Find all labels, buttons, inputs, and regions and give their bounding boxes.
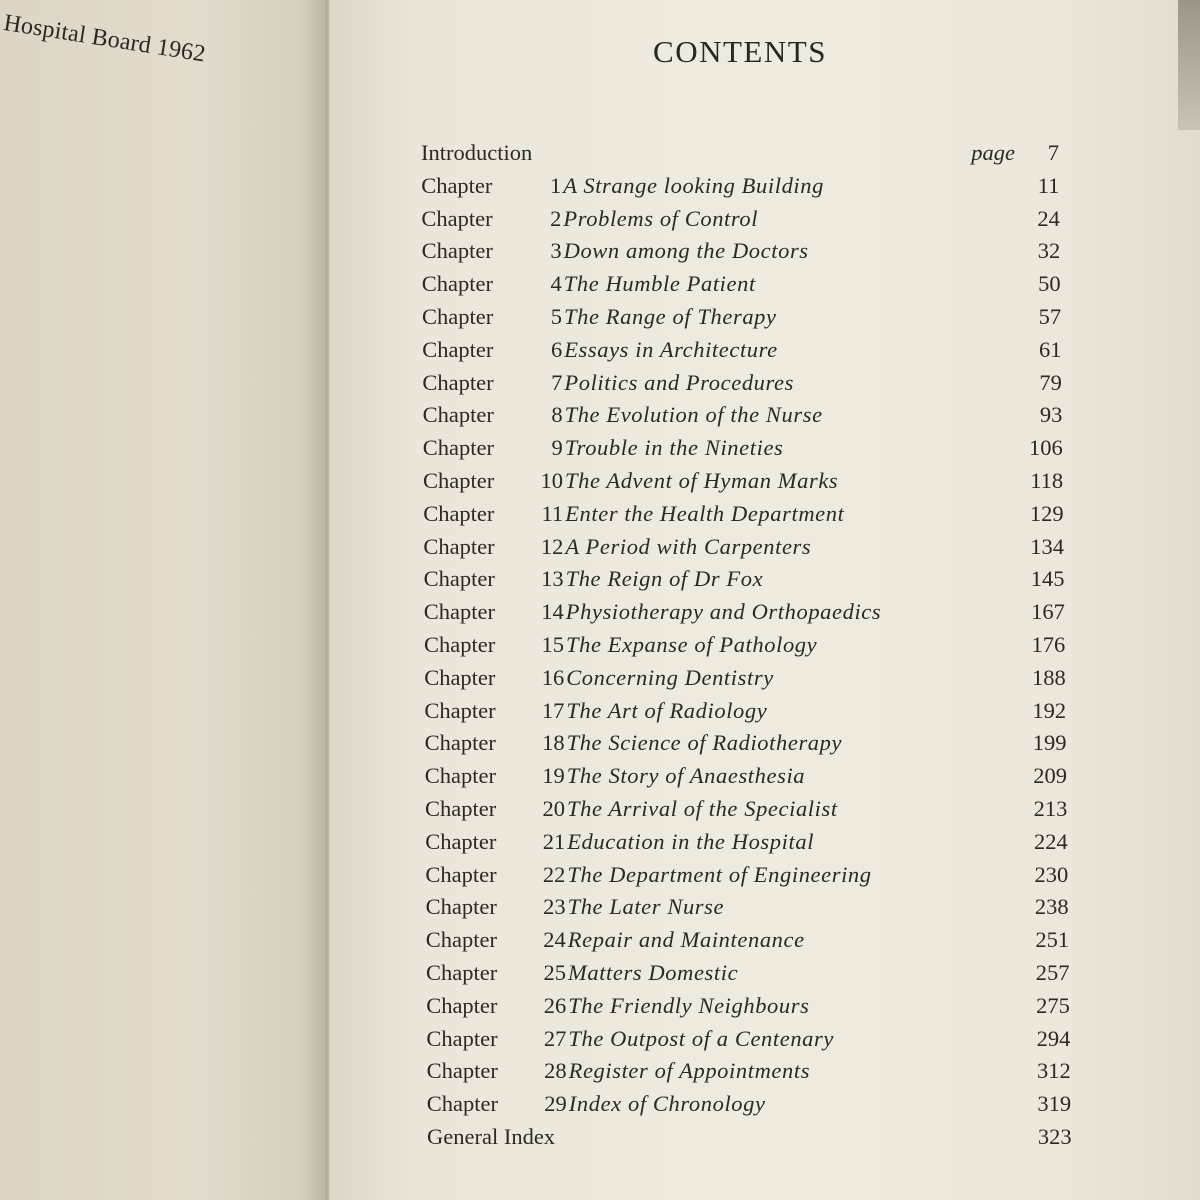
toc-page-number: 118 <box>1030 468 1064 493</box>
chapter-title: Index of Chronology <box>568 1091 766 1117</box>
toc-row-introduction <box>421 140 1059 173</box>
chapter-number: 5 <box>550 304 562 329</box>
toc-row-chapter <box>422 337 1061 370</box>
toc-page-number: 61 <box>1039 336 1062 362</box>
chapter-word: Chapter <box>423 500 495 526</box>
chapter-number: 3 <box>550 238 562 264</box>
toc-row-chapter <box>426 1026 1070 1059</box>
chapter-number: 1 <box>549 172 562 198</box>
contents-heading: CONTENTS <box>653 34 827 69</box>
chapter-number: 13 <box>541 566 564 592</box>
chapter-title: The Range of Therapy <box>564 304 777 329</box>
chapter-number: 11 <box>541 500 564 526</box>
chapter-word: Chapter <box>425 861 497 887</box>
chapter-title: Trouble in the Nineties <box>564 435 784 461</box>
chapter-number: 10 <box>540 468 563 493</box>
chapter-number: 16 <box>541 664 565 690</box>
left-page-caption: Hospital Board 1962 <box>1 10 208 68</box>
chapter-number: 22 <box>542 861 566 887</box>
chapter-number: 15 <box>541 632 564 657</box>
toc-page-number: 32 <box>1037 238 1061 264</box>
chapter-word: Chapter <box>425 796 497 821</box>
toc-row-chapter <box>423 468 1063 501</box>
toc-page-number: 323 <box>1037 1124 1072 1149</box>
chapter-title: Register of Appointments <box>568 1058 811 1084</box>
chapter-number: 26 <box>543 992 567 1018</box>
toc-page-number: 319 <box>1037 1091 1072 1117</box>
toc-page-number: 93 <box>1039 402 1063 428</box>
toc-page-number: 50 <box>1038 271 1061 297</box>
chapter-word: Chapter <box>426 1025 498 1051</box>
chapter-word: Chapter <box>421 205 493 231</box>
chapter-title: The Arrival of the Specialist <box>567 796 838 821</box>
chapter-word: Chapter <box>426 960 498 985</box>
toc-page-number: 188 <box>1031 664 1066 690</box>
toc-row-chapter <box>427 1058 1071 1091</box>
toc-label: Introduction <box>421 140 533 165</box>
chapter-word: Chapter <box>424 632 496 657</box>
chapter-title: Enter the Health Department <box>565 500 845 526</box>
toc-page-number: 167 <box>1031 599 1065 625</box>
toc-page-number: 176 <box>1031 632 1066 657</box>
chapter-number: 29 <box>544 1091 567 1117</box>
chapter-title: Problems of Control <box>563 205 759 231</box>
chapter-number: 23 <box>543 894 566 920</box>
chapter-title: The Friendly Neighbours <box>568 992 810 1018</box>
toc-row-chapter <box>424 632 1065 665</box>
chapter-title: The Expanse of Pathology <box>566 632 818 657</box>
chapter-number: 19 <box>542 763 565 789</box>
toc-page-number: 251 <box>1035 927 1070 953</box>
chapter-number: 6 <box>550 336 563 362</box>
chapter-number: 8 <box>551 402 563 428</box>
chapter-word: Chapter <box>423 566 495 592</box>
toc-row-chapter <box>423 402 1063 435</box>
toc-page-number: 199 <box>1032 730 1067 756</box>
toc-row-chapter <box>425 796 1067 829</box>
toc-page-number: 312 <box>1037 1058 1071 1084</box>
chapter-title: The Later Nurse <box>567 894 725 920</box>
toc-page-number: 224 <box>1034 828 1068 854</box>
toc-row-chapter <box>426 993 1070 1026</box>
chapter-title: The Department of Engineering <box>567 861 872 887</box>
chapter-word: Chapter <box>424 730 496 756</box>
toc-row-chapter <box>424 599 1065 632</box>
chapter-title: Physiotherapy and Orthopaedics <box>565 599 882 625</box>
chapter-word: Chapter <box>423 599 496 625</box>
chapter-title: The Outpost of a Centenary <box>568 1025 834 1051</box>
chapter-word: Chapter <box>424 664 496 690</box>
chapter-title: The Evolution of the Nurse <box>564 402 823 428</box>
toc-page-number: 11 <box>1037 172 1060 198</box>
toc-page-number: 79 <box>1039 369 1062 395</box>
toc-page-number: 238 <box>1034 894 1069 920</box>
toc-row-chapter <box>425 763 1067 796</box>
chapter-word: Chapter <box>423 533 495 559</box>
toc-row-chapter <box>421 206 1059 239</box>
toc-row-chapter <box>422 370 1062 403</box>
chapter-number: 24 <box>543 927 566 953</box>
chapter-number: 17 <box>541 697 565 723</box>
chapter-number: 21 <box>542 828 566 854</box>
toc-row-chapter <box>425 862 1068 895</box>
chapter-word: Chapter <box>424 763 497 789</box>
toc-row-chapter <box>426 960 1070 993</box>
chapter-title: The Science of Radiotherapy <box>566 730 843 756</box>
chapter-title: Concerning Dentistry <box>566 664 774 690</box>
toc-page-number: 57 <box>1038 304 1062 329</box>
chapter-title: The Reign of Dr Fox <box>565 566 764 592</box>
page-word: page <box>971 140 1015 165</box>
chapter-word: Chapter <box>421 271 494 297</box>
chapter-title: Repair and Maintenance <box>567 927 805 953</box>
chapter-number: 27 <box>543 1025 567 1051</box>
toc-row-chapter <box>423 501 1063 534</box>
toc-page-number: 294 <box>1036 1025 1071 1051</box>
chapter-number: 25 <box>543 960 566 985</box>
toc-row-chapter <box>422 304 1061 337</box>
chapter-title: Politics and Procedures <box>564 369 794 395</box>
chapter-word: Chapter <box>425 828 497 854</box>
toc-page-number: 230 <box>1034 861 1069 887</box>
toc-page-number: 106 <box>1029 435 1063 461</box>
chapter-number: 14 <box>541 599 564 625</box>
toc-page-number: 145 <box>1030 566 1065 592</box>
toc-row-chapter <box>425 829 1068 862</box>
chapter-number: 28 <box>544 1058 567 1084</box>
toc-page-number: 7 <box>1047 140 1059 165</box>
chapter-title: Essays in Architecture <box>564 336 778 362</box>
toc-row-chapter <box>423 435 1063 468</box>
chapter-word: Chapter <box>424 697 496 723</box>
chapter-title: The Advent of Hyman Marks <box>565 468 839 493</box>
chapter-word: Chapter <box>422 336 494 362</box>
chapter-word: Chapter <box>425 927 498 953</box>
chapter-title: Matters Domestic <box>568 960 739 985</box>
chapter-word: Chapter <box>421 238 493 264</box>
chapter-word: Chapter <box>426 992 498 1018</box>
chapter-number: 4 <box>550 271 562 297</box>
chapter-title: Down among the Doctors <box>563 238 809 264</box>
toc-row-chapter <box>426 894 1069 927</box>
chapter-word: Chapter <box>422 402 494 428</box>
chapter-word: Chapter <box>426 1091 499 1117</box>
chapter-word: Chapter <box>425 894 497 920</box>
toc-page-number: 257 <box>1035 960 1070 985</box>
toc-row-general-index <box>427 1124 1072 1157</box>
toc-page-number: 213 <box>1033 796 1068 821</box>
chapter-title: The Humble Patient <box>563 271 756 297</box>
chapter-word: Chapter <box>423 468 495 493</box>
toc-row-chapter <box>422 238 1061 271</box>
toc-row-chapter <box>422 271 1061 304</box>
chapter-word: Chapter <box>422 369 494 395</box>
chapter-title: Education in the Hospital <box>567 828 815 854</box>
toc-row-chapter <box>426 927 1069 960</box>
chapter-title: A Period with Carpenters <box>565 533 812 559</box>
toc-row-chapter <box>424 698 1066 731</box>
toc-row-chapter <box>421 173 1059 206</box>
toc-page-number: 134 <box>1030 533 1065 559</box>
chapter-word: Chapter <box>422 435 495 461</box>
toc-row-chapter <box>424 566 1065 599</box>
chapter-word: Chapter <box>421 172 493 198</box>
chapter-number: 7 <box>551 369 563 395</box>
toc-page-number: 192 <box>1032 697 1067 723</box>
chapter-title: A Strange looking Building <box>563 172 824 198</box>
chapter-number: 12 <box>540 533 564 559</box>
toc-row-chapter <box>425 730 1067 763</box>
chapter-title: The Art of Radiology <box>566 697 768 723</box>
toc-page-number: 275 <box>1036 992 1070 1018</box>
toc-label: General Index <box>427 1124 556 1149</box>
chapter-word: Chapter <box>422 304 494 329</box>
toc-page-number: 24 <box>1037 205 1060 231</box>
chapter-word: Chapter <box>426 1058 498 1084</box>
toc-row-chapter <box>423 534 1064 567</box>
chapter-number: 9 <box>551 435 563 461</box>
toc-page-number: 209 <box>1033 763 1067 789</box>
toc-row-chapter <box>424 665 1066 698</box>
toc-row-chapter <box>427 1091 1071 1124</box>
chapter-title: The Story of Anaesthesia <box>566 763 806 789</box>
chapter-number: 20 <box>542 796 565 821</box>
chapter-number: 18 <box>542 730 565 756</box>
chapter-number: 2 <box>550 205 562 231</box>
toc-page-number: 129 <box>1029 500 1064 526</box>
